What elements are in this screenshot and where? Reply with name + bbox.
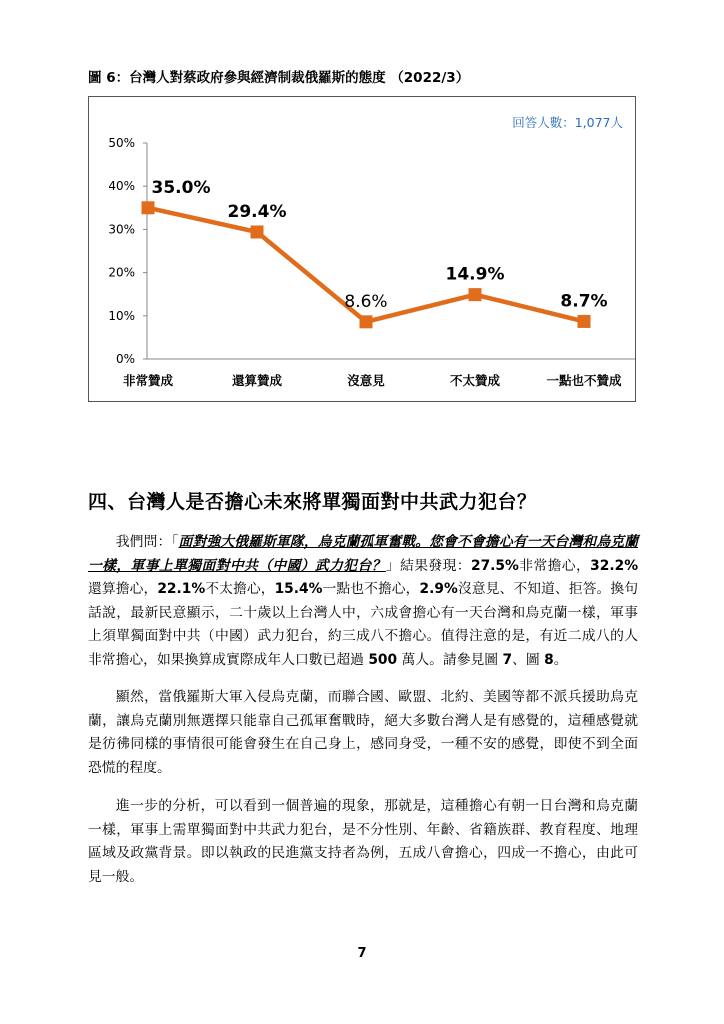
paragraph-3: 進一步的分析，可以看到一個普遍的現象，那就是，這種擔心有朝一日台灣和烏克蘭一樣，軍事上需單獨面對中共武力犯台，是不分性別、年齡、省籍族群、教育程度、地理區域及政黨背景。即以執政的民進黨支持者為例，五成八會擔心，四成一不擔心，由此可見一般。 [88,798,638,885]
x-tick-label: 不太贊成 [449,373,501,388]
paragraph-2: 顯然，當俄羅斯大軍入侵烏克蘭，而聯合國、歐盟、北約、美國等都不派兵援助烏克蘭，讓烏克蘭別無選擇只能靠自己孤軍奮戰時，絕大多數台灣人是有感覺的，這種感覺就是彷彿同樣的事情很可能會發生在自己身上，感同身受，一種不安的感覺，即使不到全面恐慌的程度。 [88,689,638,776]
y-tick-label: 20% [108,265,135,280]
section-heading: 四、台灣人是否擔心未來將單獨面對中共武力犯台？ [88,491,537,513]
y-tick-label: 40% [108,179,135,194]
y-tick-label: 30% [108,222,135,237]
respondents-label: 回答人數：1,077人 [512,115,623,130]
y-tick-label: 0% [115,352,135,366]
page-number: 7 [357,946,367,961]
x-tick-label: 還算贊成 [231,373,283,388]
y-tick-label: 50% [108,136,135,150]
x-tick-label: 一點也不贊成 [546,373,622,388]
figure-title: 圖 6：台灣人對蔡政府參與經濟制裁俄羅斯的態度 （2022/3） [88,70,470,86]
line-chart [89,97,635,401]
survey-question: 面對強大俄羅斯軍隊，烏克蘭孤軍奮戰。您會不會擔心有一天台灣和烏克蘭一樣，軍事上單獨面對中共（中國）武力犯台？ [88,534,639,574]
data-label: 8.6% [344,291,388,312]
data-label: 14.9% [445,264,505,285]
x-tick-label: 沒意見 [347,373,385,388]
data-point [360,315,373,328]
data-label: 29.4% [227,201,287,222]
data-label: 35.0% [151,177,211,198]
data-point [578,315,591,328]
data-label: 8.7% [560,291,608,312]
data-point [142,201,155,214]
y-tick-label: 10% [108,308,135,323]
chart-container [88,96,636,402]
data-point [251,225,264,238]
paragraph-1: 我們問：「面對強大俄羅斯軍隊，烏克蘭孤軍奮戰。您會不會擔心有一天台灣和烏克蘭一樣，軍事上單獨面對中共（中國）武力犯台？」結果發現：27.5%非常擔心，32.2%還算擔心，22.1%不太擔心，15.4%一點也不擔心，2.9%沒意見、不知道、拒答。換句話說，最新民意顯示，二十歲以上台灣人中，六成會擔心有一天台灣和烏克蘭一樣，軍事上須單獨面對中共（中國）武力犯台，約三成八不擔心。值得注意的是，有近二成八的人非常擔心，如果換算成實際成年人口數已超過 500 萬人。請參見圖 7、圖 8。 [88,534,639,668]
data-point [469,288,482,301]
x-tick-label: 非常贊成 [122,373,174,388]
